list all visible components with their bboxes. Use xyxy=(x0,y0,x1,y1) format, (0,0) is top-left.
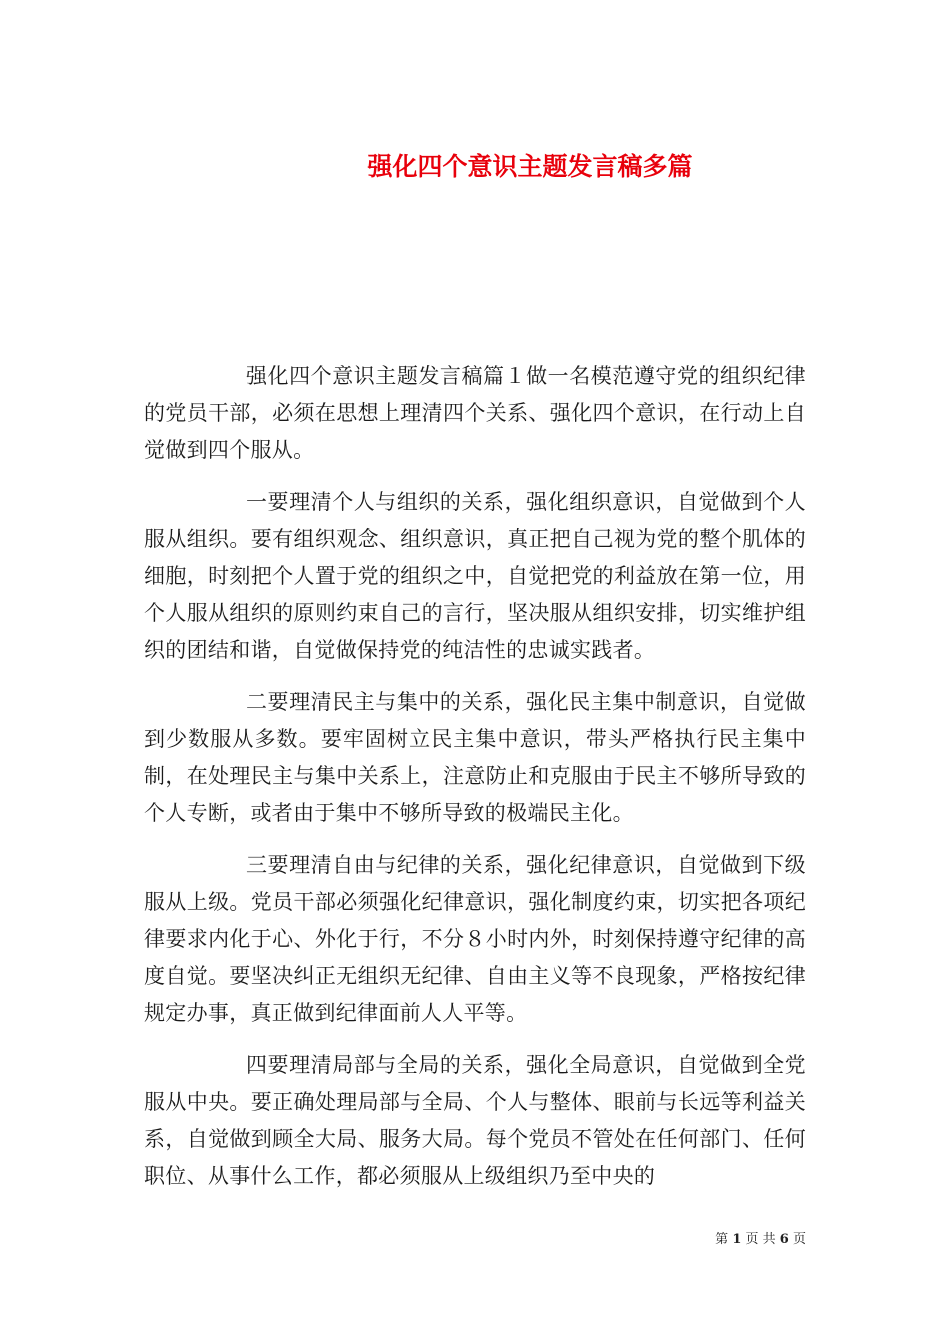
paragraph-overall: 四要理清局部与全局的关系，强化全局意识，自觉做到全党服从中央。要正确处理局部与全局、个人与整体、眼前与长远等利益关系，自觉做到顾全大局、服务大局。每个党员不管处在任何部门、任何职位、从事什么工作，都必须服从上级组织乃至中央的 xyxy=(144,1053,806,1188)
footer-total-pages: 6 xyxy=(779,1232,789,1247)
footer-current-page: 1 xyxy=(732,1232,742,1247)
paragraph-intro: 强化四个意识主题发言稿篇１做一名模范遵守党的组织纪律的党员干部，必须在思想上理清四个关系、强化四个意识，在行动上自觉做到四个服从。 xyxy=(144,364,806,462)
footer-middle: 页 共 xyxy=(745,1232,776,1247)
paragraph-organization: 一要理清个人与组织的关系，强化组织意识，自觉做到个人服从组织。要有组织观念、组织意识，真正把自己视为党的整个肌体的细胞，时刻把个人置于党的组织之中，自觉把党的利益放在第一位，用个人服从组织的原则约束自己的言行，坚决服从组织安排，切实维护组织的团结和谐，自觉做保持党的纯洁性的忠诚实践者。 xyxy=(144,490,806,662)
document-title: 强化四个意识主题发言稿多篇 xyxy=(367,151,693,181)
footer-prefix: 第 xyxy=(715,1232,729,1247)
paragraph-democracy: 二要理清民主与集中的关系，强化民主集中制意识，自觉做到少数服从多数。要牢固树立民主集中意识，带头严格执行民主集中制，在处理民主与集中关系上，注意防止和克服由于民主不够所导致的个人专断，或者由于集中不够所导致的极端民主化。 xyxy=(144,690,806,825)
page-number-footer xyxy=(0,1230,806,1250)
document-body xyxy=(144,358,806,1210)
paragraph-discipline: 三要理清自由与纪律的关系，强化纪律意识，自觉做到下级服从上级。党员干部必须强化纪律意识，强化制度约束，切实把各项纪律要求内化于心、外化于行，不分８小时内外，时刻保持遵守纪律的高度自觉。要坚决纠正无组织无纪律、自由主义等不良现象，严格按纪律规定办事，真正做到纪律面前人人平等。 xyxy=(144,853,806,1025)
footer-suffix: 页 xyxy=(792,1232,806,1247)
